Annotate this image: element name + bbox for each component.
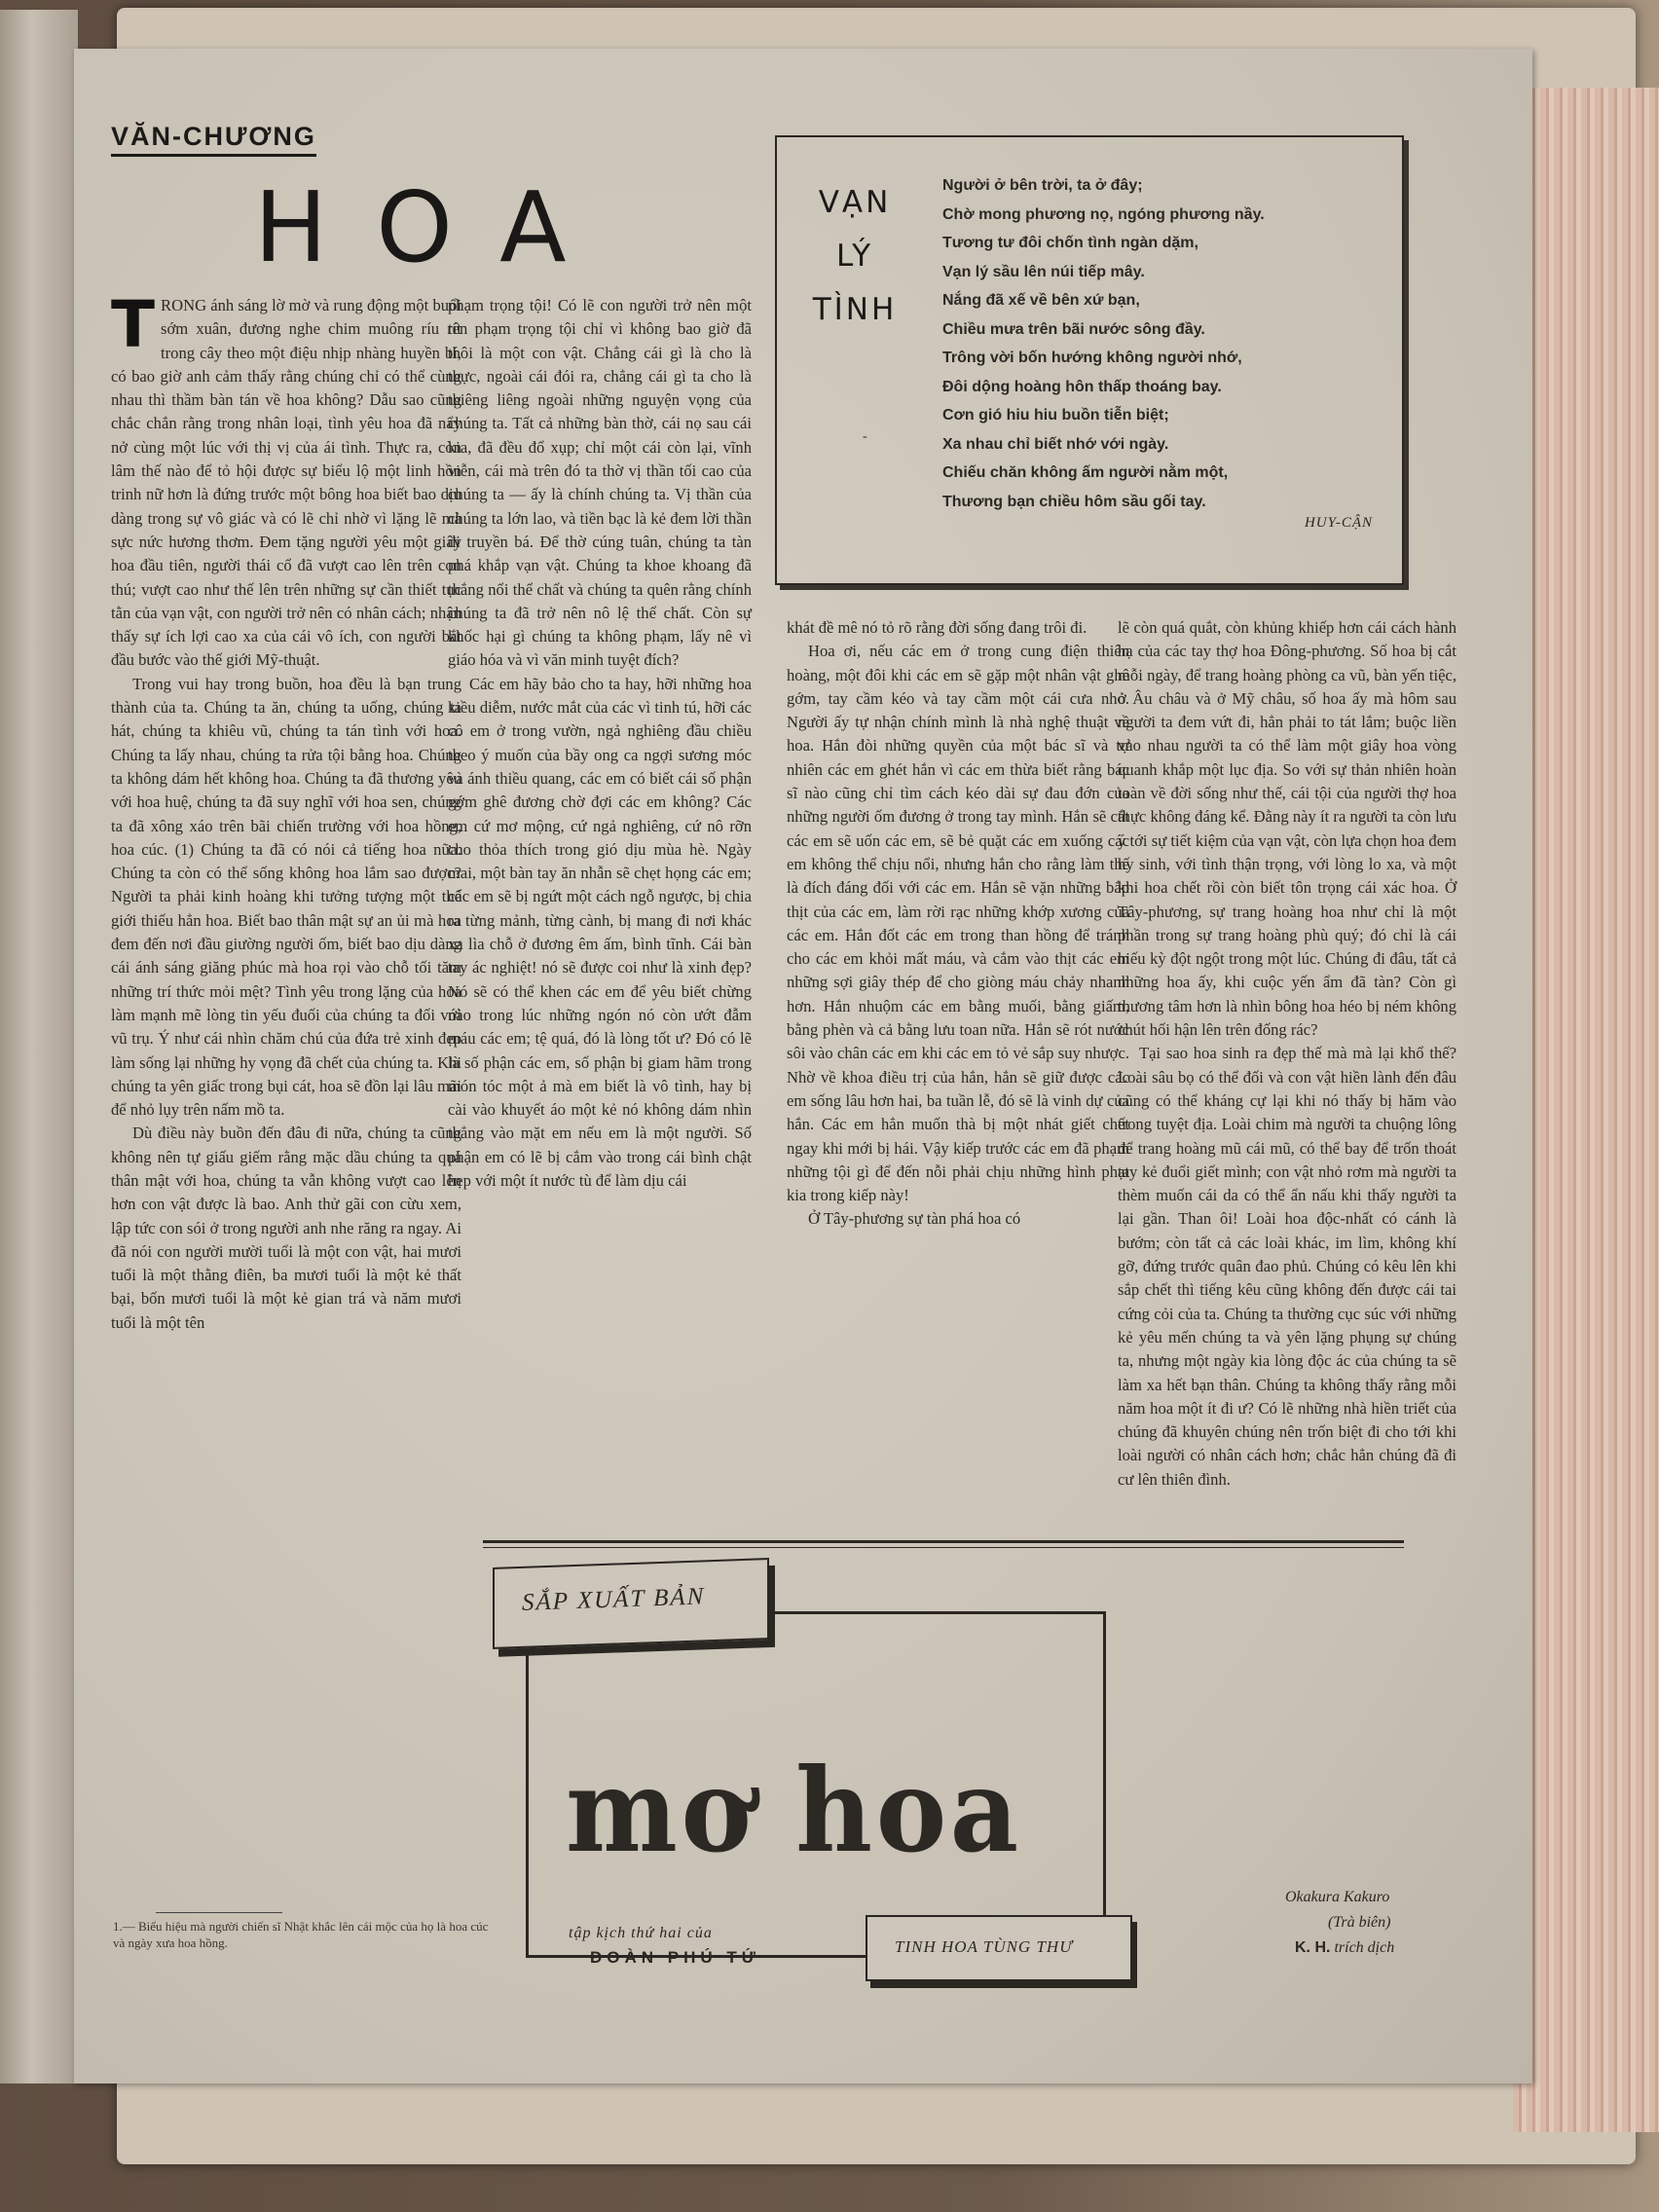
- translator-role: trích dịch: [1334, 1939, 1395, 1956]
- drop-cap: T: [111, 287, 156, 362]
- poem-line: Tương tư đôi chốn tình ngàn dặm,: [942, 235, 1198, 251]
- magazine-page: [74, 49, 1532, 2083]
- article-column-3: [787, 616, 1129, 1232]
- footnote: 1.— Biểu hiệu mà người chiến sĩ Nhật khắc lên cái mộc của họ là hoa cúc và ngày xưa hoa hồng.: [113, 1919, 489, 1950]
- ad-book-title: mơ hoa: [566, 1743, 1022, 1878]
- paragraph-text: RONG ánh sáng lờ mờ và rung động một buổi sớm xuân, đương nghe chim muông ríu rít trong cây theo một điệu nhịp nhàng huyền bí, có bao giờ anh cảm thấy rằng chúng chỉ có thể cùng nhau thì thầm bàn tán về hoa không? Dẫu sao cũng chắc chắn rằng trong nhân loại, tình yêu hoa đã nẩy nở cùng một lúc với thị vị của ái tình. Thực ra, còn lâm thế nào để tỏ hội được sự biểu lộ một linh hồn trinh nữ hơn là đứng trước một bông hoa biết bao dịu dàng trong sự vô giác và có lẽ chỉ nhờ vì lặng lẽ mà sực nức hương thơm. Đem tặng người yêu một giây hoa đầu tiên, người thái cổ đã vượt cao lên trên con thú; vượt cao như thế lên trên những sự cần thiết tục tằn của vạn vật, con người trở nên có nhân cách; nhận thấy sự ích lợi cao xa của cái vô ích, con người bắt đầu bước vào thế giới Mỹ-thuật.: [111, 296, 461, 670]
- poem-line: Thương bạn chiều hôm sầu gối tay.: [942, 493, 1206, 510]
- paragraph: Ở Tây-phương sự tàn phá hoa có: [808, 1209, 1021, 1229]
- previous-page-edge: [0, 10, 78, 2083]
- poem-line: Nắng đã xế về bên xứ bạn,: [942, 292, 1140, 309]
- author-note: (Trà biên): [1328, 1914, 1391, 1931]
- poem-line: Chờ mong phương nọ, ngóng phương nầy.: [942, 205, 1265, 223]
- poem-verses: [942, 171, 1371, 516]
- book-advertisement: [493, 1563, 1155, 2010]
- poem-line: Chiếu chăn không ấm người nằm một,: [942, 464, 1229, 481]
- poem-line: Người ở bên trời, ta ở đây;: [942, 177, 1143, 194]
- article-column-4: [1118, 616, 1456, 1492]
- ad-author: ĐOÀN PHÚ TỨ: [590, 1948, 760, 1967]
- ad-series-name: TINH HOA TÙNG THƯ: [895, 1937, 1074, 1956]
- ad-banner-bottom: [866, 1915, 1132, 1981]
- poem-line: Xa nhau chỉ biết nhớ với ngày.: [942, 435, 1169, 453]
- ad-banner-text: SẮP XUẤT BẢN: [522, 1583, 706, 1616]
- poem-author: HUY-CẬN: [1304, 515, 1373, 531]
- poem-dash: -: [863, 429, 867, 444]
- article-column-1: [111, 287, 461, 1335]
- poem-line: Chiều mưa trên bãi nước sông đầy.: [942, 320, 1205, 338]
- ad-banner-top: [493, 1558, 769, 1649]
- paragraph: Các em hãy bảo cho ta hay, hỡi những hoa kiều diễm, nước mắt của các vì tinh tú, hỡi các cô em ở trong vườn, ngả nghiêng đầu chiều theo ý muốn của bầy ong ca ngợi sương móc và ánh thiều quang, các em có biết cái số phận gớm ghê đương chờ đợi các em không? Các em cứ mơ mộng, cứ ngả nghiêng, cứ nô rỡn cho thỏa thích trong gió dịu mùa hè. Ngày mai, một bàn tay ăn nhẫn sẽ chẹt họng các em; các em sẽ bị ngứt một cách ngỗ ngược, bị chia ra từng mảnh, từng cành, bị mang đi nơi khác xa lìa chỗ ở đương êm ấm, bình tĩnh. Cái bàn tay ác nghiệt! nó sẽ được coi như là xinh đẹp? Nó sẽ có thể khen các em để yêu biết chừng nào trong lúc những ngón nó còn ướt đẫm máu các em; tệ quá, đó là lòng tốt ư? Đó có lẽ là số phận các em, số phận bị giam hãm trong món tóc một ả mà em biết là vô tình, hay bị cài vào khuyết áo một kẻ nó không dám nhìn thẳng vào mặt em nếu em là một người. Số phận em có lẽ bị cắm vào trong cái bình chật hẹp với một ít nước tù để làm dịu cái: [448, 674, 752, 1190]
- paragraph: lẽ còn quá quắt, còn khủng khiếp hơn cái cách hành hạ của các tay thợ hoa Đông-phương. Số hoa bị cắt mỗi ngày, để trang hoàng phòng ca vũ, bàn yến tiệc, ở Âu châu và ở Mỹ châu, số hoa ấy mà hôm sau người ta đem vứt đi, hẳn phải to tát lắm; buộc liền vào nhau người ta có thể làm một giây hoa vòng quanh khắp một lục địa. So với sự thản nhiên hoàn toàn về đời sống như thế, cái tội của người thợ hoa thực không đáng kể. Đằng này ít ra người ta còn lưu ý tới sự tiết kiệm của vạn vật, còn lựa chọn hoa đem hy sinh, với tình thận trọng, với lòng lo xa, và một khi hoa chết rồi còn biết tôn trọng cái xác hoa. Ở Tây-phương, sự trang hoàng hoa như chỉ là một phần trong sự trang hoàng phù quý; đó chỉ là cái hiếu kỳ đột ngột trong một lúc. Chúng đi đâu, tất cả những hoa ấy, khi cuộc yến ẩm đã tàn? Còn gì thương tâm hơn là nhìn bông hoa héo bị ném không chút hối hận lên trên đống rác?: [1118, 618, 1456, 1040]
- article-column-2: [448, 294, 752, 1193]
- translator-credit: [1295, 1939, 1394, 1957]
- paragraph: Tại sao hoa sinh ra đẹp thế mà mà lại khổ thế? Loài sâu bọ có thể đối và con vật hiền lành đến đâu cũng có thể kháng cự lại khi nó thấy bị hăm vào trong tuyệt địa. Loài chim mà người ta chuộng lông để trang hoàng mũ cái mũ, có thể bay để trốn thoát tay kẻ đuổi giết mình; con vật nhỏ rơm mà người ta thèm muốn cái da có thể ẩn nấu khi thấy người ta lại gần. Than ôi! Loài hoa độc-nhất có cánh là bướm; còn tất cả các loài khác, im lìm, không khí gỡ, đứng trước quân đao phủ. Chúng có kêu lên khi sắp chết thì tiếng kêu cũng không đến được cái tai cứng cỏi của ta. Chúng ta thường cục súc với những kẻ yêu mến chúng ta và yên lặng phụng sự chúng ta, nhưng một ngày kia lòng độc ác của chúng ta sẽ làm xa hết bạn thân. Chúng ta không thấy rằng mỗi năm hoa một ít đi ư? Có lẽ những nhà hiền triết của chúng đã khuyên chúng nên trốn biệt đi cho tới khi loài người có nhân cách hơn; chắc hẳn chúng đã đi cư lên thiên đình.: [1118, 1044, 1456, 1489]
- poem-line: Đôi dộng hoàng hôn thấp thoáng bay.: [942, 378, 1222, 395]
- paragraph: Trong vui hay trong buồn, hoa đều là bạn trung thành của ta. Chúng ta ăn, chúng ta uống, chúng ta hát, chúng ta khiêu vũ, chúng ta tán tình với hoa. Chúng ta lấy nhau, chúng ta rửa tội bằng hoa. Chúng ta không dám hết không hoa. Chúng ta đã thương yêu với hoa huệ, chúng ta đã suy nghĩ với hoa sen, chúng ta đã xông xáo trên bãi chiến trường với hoa hồng, hoa cúc. (1) Chúng ta đã có nói cả tiếng hoa nữa. Chúng ta còn có thể sống không hoa lắm sao được? Người ta phải kinh hoàng khi tưởng tượng một thế giới thiếu hẳn hoa. Biết bao thân mật sự an ủi mà hoa đem đến nơi đầu giường người ốm, biết bao dịu dàng cái ánh sáng giăng phúc mà hoa rọi vào chỗ tối tăm những trí thức mỏi mệt? Tình yêu trong lặng của hoa làm mạnh mẽ lòng tin yếu đuối của chúng ta đối với vũ trụ. Ý như cái nhìn chăm chú của đứa trẻ xinh đẹp làm sống lại những hy vọng đã chết của chúng ta. Khi chúng ta yên giấc trong bụi cát, hoa sẽ đồn lại lâu mãi để nhỏ lụy trên nấm mồ ta.: [111, 674, 461, 1120]
- poem-box: [775, 135, 1404, 585]
- page-edges: [1513, 88, 1659, 2132]
- footnote-rule: [156, 1912, 282, 1913]
- translator-name: K. H.: [1295, 1939, 1331, 1956]
- paragraph: Dù điều này buồn đến đâu đi nữa, chúng ta cũng không nên tự giấu giếm rằng mặc dầu chúng ta quá thân mật với hoa, chúng ta vẫn không vượt cao lên hơn con vật được là bao. Anh thử gãi con cừu xem, lập tức con sói ở trong người anh nhe răng ra ngay. Ai đã nói con người mười tuổi là một con vật, hai mươi tuổi là một thằng điên, ba mươi tuổi là một kẻ thất bại, bốn mươi tuổi là một kẻ gian trá và năm mươi tuổi là một tên: [111, 1124, 461, 1332]
- poem-line: Cơn gió hiu hiu buồn tiễn biệt;: [942, 407, 1169, 424]
- poem-title-line: VẠN: [818, 185, 892, 220]
- poem-line: Vạn lý sầu lên núi tiếp mây.: [942, 263, 1145, 280]
- ad-top-rule-thin: [483, 1547, 1404, 1548]
- poem-title-line: LÝ: [835, 239, 874, 274]
- paragraph: Hoa ơi, nếu các em ở trong cung điện thiên hoàng, một đôi khi các em sẽ gặp một nhân vật ghê gớm, tay cầm kéo và tay cầm một cái cưa nhỏ. Người ấy tự nhận chính mình là nhà nghệ thuật về hoa. Hắn đòi những quyền của một bác sĩ và tự nhiên các em ghét hắn vì các em thừa biết rằng bác sĩ nào cũng chỉ tìm cách kéo dài sự đau đớn của những người ốm đương ở trong tay mình. Hắn sẽ cắt các em sẽ uốn các em, sẽ bẻ quặt các em xuống các em không thể chịu nổi, nhưng hắn cho rằng làm thế là đích đáng đối với các em. Hắn sẽ vặn những bắp thịt của các em, làm rời rạc những khớp xương của các em. Hắn đốt các em trong than hồng để tránh cho các em khỏi mất máu, và cắm vào thịt các em những sợi giây thép để cho giòng máu chảy nhanh hơn. Hắn nhuộm các em bằng muối, bằng giấm, bằng phèn và cả bằng lưu toan nữa. Hắn sẽ rót nước sôi vào chân các em khi các em tỏ vẻ sắp suy nhược. Nhờ về khoa điều trị của hắn, hắn sẽ giữ được các em sống lâu hơn hai, ba tuần lễ, đó sẽ là vinh dự của hắn. Các em hẳn muốn thà bị một nhát giết chết ngay khi mới bị hái. Vậy kiếp trước các em đã phạm những tội gì để đến nỗi phải chịu những hình phạt kia trong kiếp này!: [787, 642, 1129, 1205]
- article-title: HOA: [254, 170, 615, 284]
- poem-line: Trông vời bốn hướng không người nhớ,: [942, 350, 1242, 366]
- paragraph: phạm trọng tội! Có lẽ con người trở nên một tên phạm trọng tội chỉ vì không bao giờ đã thôi là một con vật. Chẳng cái gì là cho là thực, ngoài cái đói ra, chẳng cái gì ta cho là thiêng liêng ngoài những nguyện vọng của chúng ta. Tất cả những bàn thờ, cái nọ sau cái kia, đã đều đổ xụp; chỉ một cái còn lại, vĩnh viễn, cái mà trên đó ta thờ vị thần tối cao của chúng ta — ấy là chính chúng ta. Vị thần của chúng ta lớn lao, và tiền bạc là kẻ đem lời thần đi truyền bá. Để thờ cúng tuân, chúng ta tàn phá khắp vạn vật. Chúng ta khoe khoang đã thắng nổi thể chất và chúng ta quên rằng chính chúng ta đã trở nên nô lệ thể chất. Còn sự khốc hại gì chúng ta không phạm, lấy nê vì giáo hóa và vì văn minh tuyệt đích?: [448, 296, 752, 670]
- section-label: VĂN-CHƯƠNG: [111, 122, 316, 157]
- article-author: Okakura Kakuro: [1285, 1889, 1390, 1905]
- ad-subtitle: tập kịch thứ hai của: [569, 1925, 713, 1941]
- paragraph: [111, 287, 461, 673]
- poem-title-line: TÌNH: [812, 292, 898, 327]
- ad-top-rule: [483, 1540, 1404, 1543]
- paragraph: khát đề mê nó tỏ rõ rằng đời sống đang trôi đi.: [787, 618, 1088, 637]
- poem-title: [796, 176, 913, 337]
